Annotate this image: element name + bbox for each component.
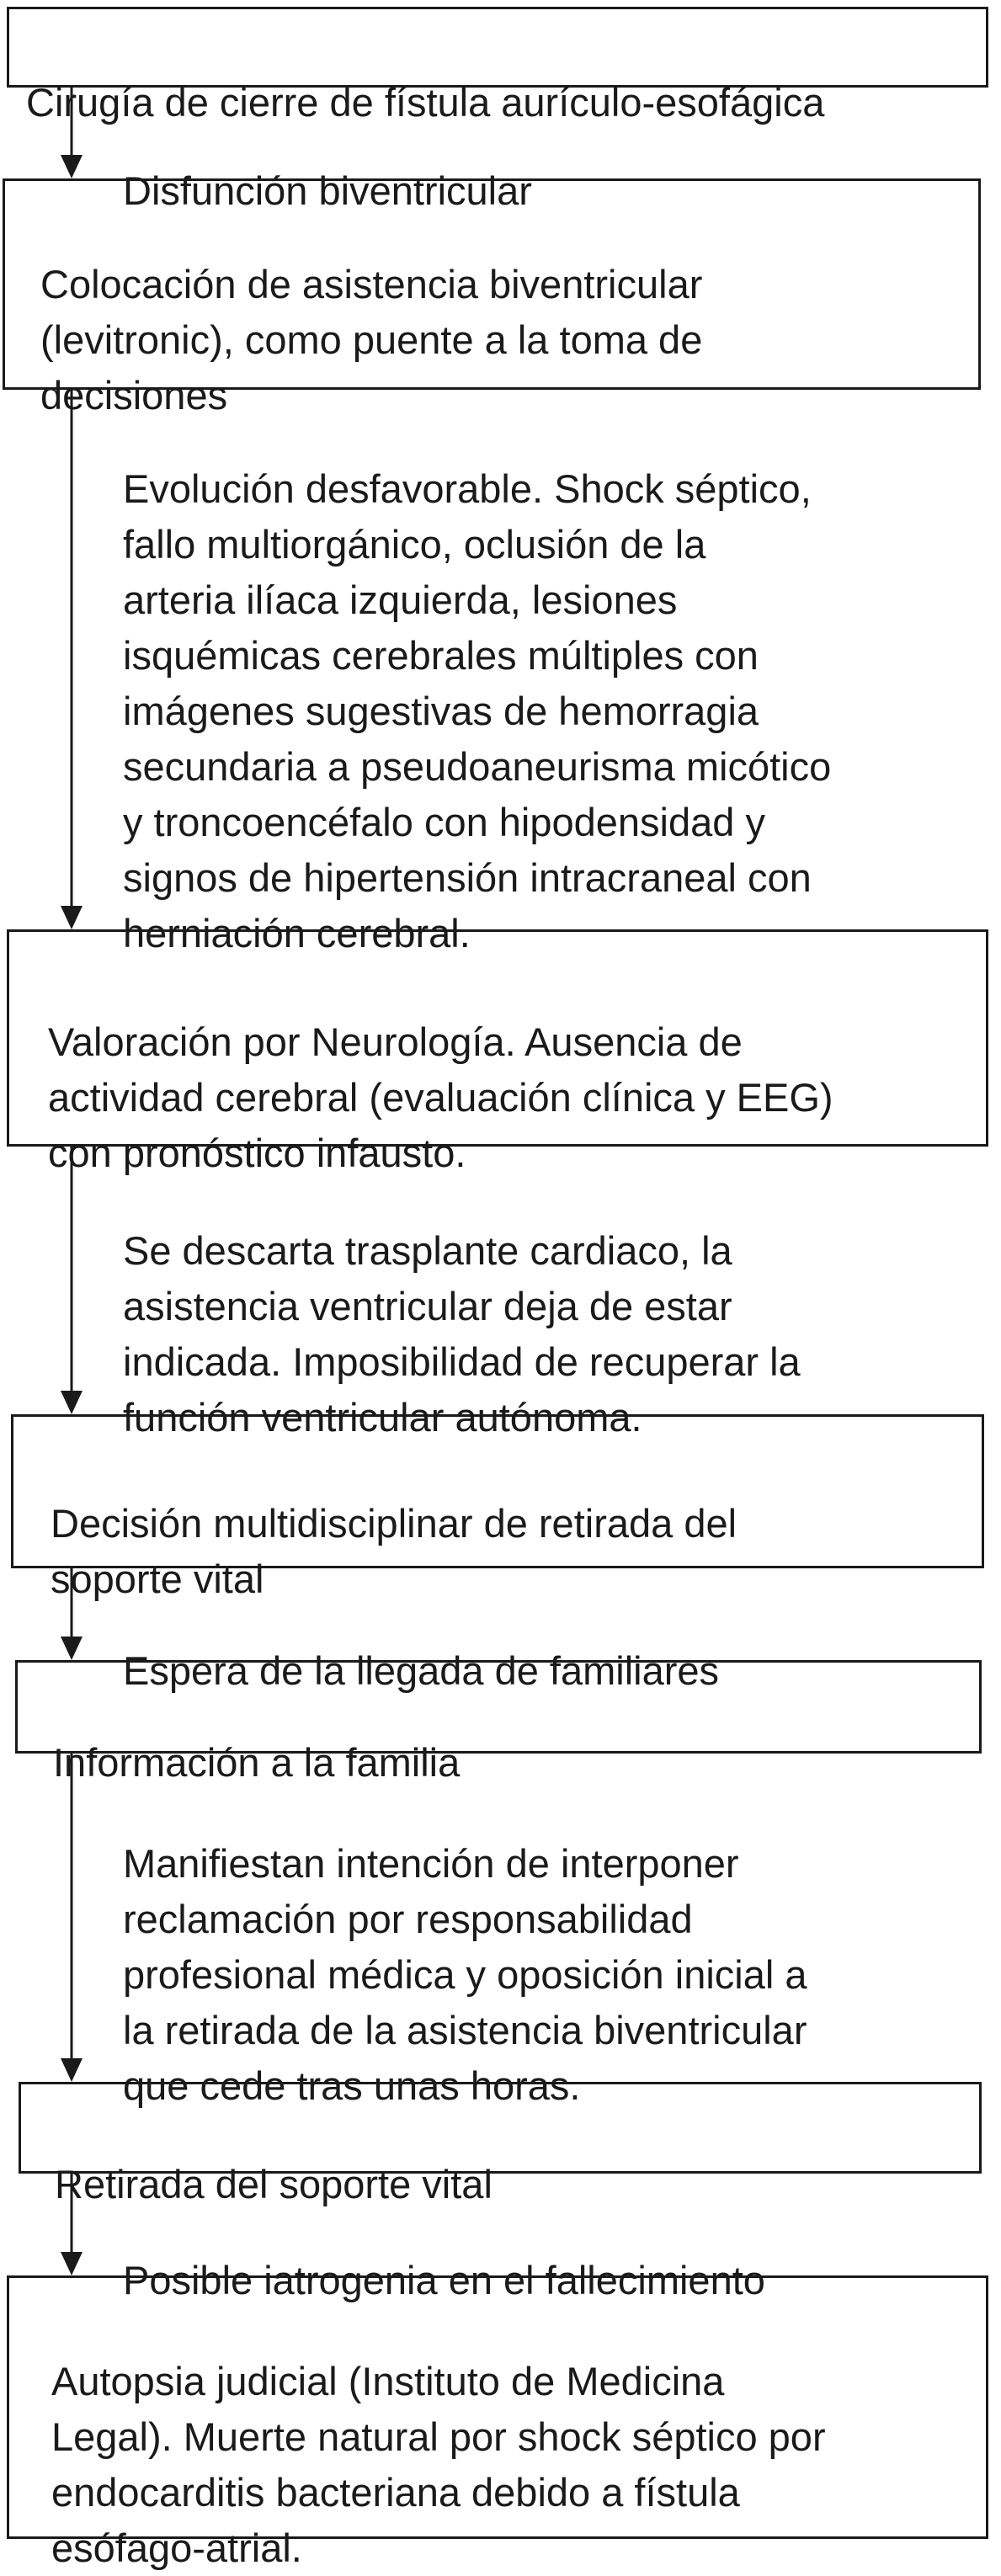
flow-transition-label: Evolución desfavorable. Shock séptico, fallo multiorgánico, oclusión de la arteria ilíaca izquierda, lesiones isquémicas cerebrales múltiples con imágenes sugestivas de hemorragia secundaria a pseudoaneurisma micótico y troncoencéfalo con hipodensidad y signos de hipertensión intracraneal con herniación cerebral. (123, 466, 832, 955)
flow-transition-label: Posible iatrogenia en el fallecimiento (123, 2258, 765, 2302)
flow-transition-label: Manifiestan intención de interponer reclamación por responsabilidad profesional médica y oposición inicial a la retirada de la asistencia biventricular que cede tras unas horas. (123, 1841, 807, 2108)
arrow-down-icon (61, 1391, 83, 1414)
flow-step-biventricular-assist-text: Colocación de asistencia biventricular (levitronic), como puente a la toma de decisiones (40, 262, 703, 418)
flow-step-neurology-assessment-text: Valoración por Neurología. Ausencia de actividad cerebral (evaluación clínica y EEG) con pronóstico infausto. (48, 1019, 833, 1175)
flow-step-judicial-autopsy (7, 2275, 988, 2570)
connector-5 (61, 1754, 83, 2082)
connector-3 (61, 1147, 83, 1414)
flow-transition-label: Se descarta trasplante cardiaco, la asistencia ventricular deja de estar indicada. Imposibilidad de recuperar la función ventricular autónoma. (123, 1228, 801, 1440)
flow-step-neurology-assessment (7, 929, 988, 1175)
connector-2 (61, 390, 83, 929)
flow-step-life-support-withdrawal-text: Retirada del soporte vital (55, 2162, 493, 2206)
flow-step-withdrawal-decision-text: Decisión multidisciplinar de retirada del soporte vital (51, 1501, 737, 1601)
arrow-down-icon (61, 906, 83, 929)
flow-step-surgery-text: Cirugía de cierre de fístula aurículo-esofágica (26, 80, 825, 125)
flow-step-surgery (7, 7, 988, 125)
arrow-down-icon (61, 2058, 83, 2082)
flow-transition-label: Disfunción biventricular (123, 168, 532, 213)
arrow-down-icon (61, 2252, 83, 2275)
flow-transition-label: Espera de la llegada de familiares (123, 1648, 720, 1693)
flow-step-family-information-text: Información a la familia (53, 1740, 461, 1785)
flow-step-judicial-autopsy-text: Autopsia judicial (Instituto de Medicina Legal). Muerte natural por shock séptico por endocarditis bacteriana debido a fístula esófago-atrial. (51, 2359, 826, 2570)
arrow-down-icon (61, 1637, 83, 1660)
arrow-down-icon (61, 155, 83, 178)
